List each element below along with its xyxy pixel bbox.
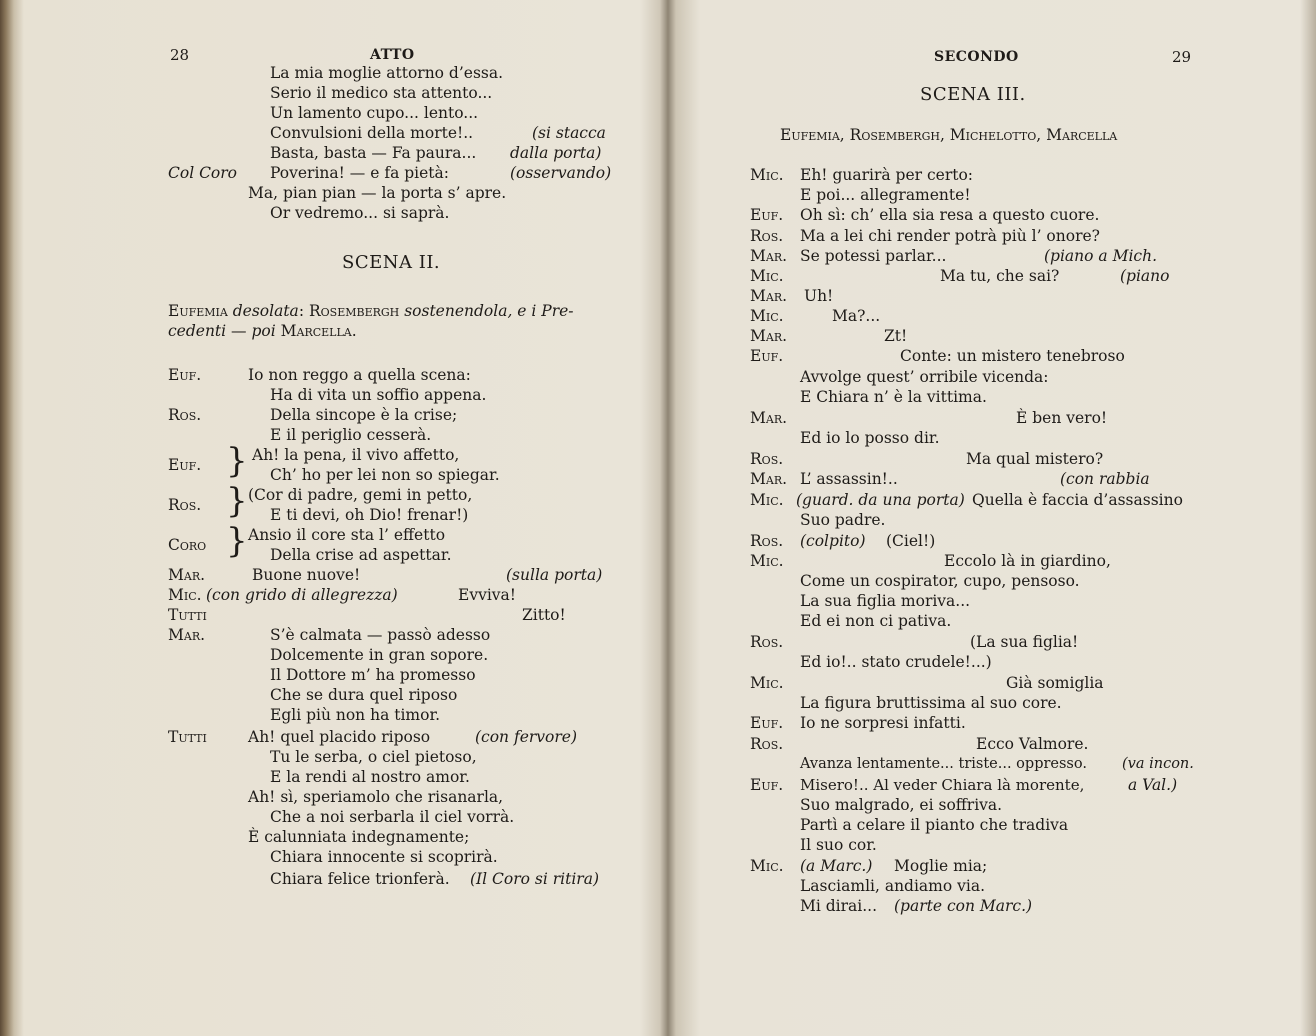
scene-title: SCENA III. xyxy=(920,84,1026,105)
stage-direction: (Il Coro si ritira) xyxy=(470,870,600,888)
speaker-label: Mar. xyxy=(750,409,788,427)
verse-line: Della sincope è la crise; xyxy=(270,406,458,424)
stage-direction: (con rabbia xyxy=(1060,470,1150,488)
verse-line: Lasciamli, andiamo via. xyxy=(800,877,986,895)
speaker-label: Ros. xyxy=(168,496,202,514)
stage-direction: (a Marc.) xyxy=(800,857,873,875)
verse-line: Ah! quel placido riposo xyxy=(248,728,431,746)
cast-list-continued: cedenti — poi Marcella. xyxy=(168,322,357,340)
verse-line: Che a noi serbarla il ciel vorrà. xyxy=(270,808,515,826)
verse-line: Io ne sorpresi infatti. xyxy=(800,714,966,732)
verse-line: L’ assassin!.. xyxy=(800,470,898,488)
verse-line: Uh! xyxy=(804,287,834,305)
stage-direction: (piano xyxy=(1120,267,1170,285)
speaker-label: Euf. xyxy=(168,366,202,384)
stage-direction: (colpito) xyxy=(800,532,866,550)
stage-direction: (parte con Marc.) xyxy=(894,897,1033,915)
speaker-label: Ros. xyxy=(750,227,784,245)
verse-line: Ch’ ho per lei non so spiegar. xyxy=(270,466,500,484)
verse-line: E ti devi, oh Dio! frenar!) xyxy=(270,506,469,524)
verse-line: È calunniata indegnamente; xyxy=(248,828,470,846)
verse-line: (La sua figlia! xyxy=(970,633,1079,651)
stage-direction: (osservando) xyxy=(510,164,612,182)
speaker-label: Mar. xyxy=(168,626,206,644)
stage-direction: (con grido di allegrezza) xyxy=(206,586,398,604)
brace-glyph: } xyxy=(226,441,248,481)
speaker-label: Euf. xyxy=(168,456,202,474)
verse-line: Ah! la pena, il vivo affetto, xyxy=(252,446,460,464)
speaker-label: Col Coro xyxy=(168,164,238,182)
verse-line: Il Dottore m’ ha promesso xyxy=(270,666,476,684)
stage-direction: (piano a Mich. xyxy=(1044,247,1157,265)
verse-line: Or vedremo... si saprà. xyxy=(270,204,450,222)
verse-line: Avanza lentamente... triste... oppresso. xyxy=(800,756,1087,772)
speaker-label: Mic. xyxy=(750,307,784,325)
verse-line: Che se dura quel riposo xyxy=(270,686,458,704)
speaker-label: Mic. xyxy=(750,166,784,184)
verse-line: Un lamento cupo... lento... xyxy=(270,104,479,122)
verse-line: Serio il medico sta attento... xyxy=(270,84,493,102)
verse-line: Come un cospirator, cupo, pensoso. xyxy=(800,572,1080,590)
verse-line: Eh! guarirà per certo: xyxy=(800,166,974,184)
verse-line: S’è calmata — passò adesso xyxy=(270,626,491,644)
verse-line: La sua figlia moriva... xyxy=(800,592,971,610)
verse-line: Egli più non ha timor. xyxy=(270,706,441,724)
stage-direction: (sulla porta) xyxy=(506,566,603,584)
verse-line: È ben vero! xyxy=(1016,409,1108,427)
scene-title: SCENA II. xyxy=(342,252,441,273)
verse-line: Ed io lo posso dir. xyxy=(800,429,940,447)
page-number: 28 xyxy=(170,46,190,64)
verse-line: Ma a lei chi render potrà più l’ onore? xyxy=(800,227,1100,245)
verse-line: Ma qual mistero? xyxy=(966,450,1104,468)
verse-line: (Ciel!) xyxy=(886,532,936,550)
verse-line: Ma?... xyxy=(832,307,881,325)
verse-line: E la rendi al nostro amor. xyxy=(270,768,470,786)
speaker-label: Tutti xyxy=(168,606,207,624)
verse-line: Zt! xyxy=(884,327,908,345)
verse-line: Poverina! — e fa pietà: xyxy=(270,164,449,182)
stage-direction: (con fervore) xyxy=(475,728,578,746)
verse-line: E poi... allegramente! xyxy=(800,186,971,204)
speaker-label: Mic. xyxy=(750,552,784,570)
verse-line: Già somiglia xyxy=(1006,674,1104,692)
verse-line: Buone nuove! xyxy=(252,566,361,584)
verse-line: Il suo cor. xyxy=(800,836,877,854)
verse-line: Conte: un mistero tenebroso xyxy=(900,347,1125,365)
verse-line: Tu le serba, o ciel pietoso, xyxy=(270,748,477,766)
cast-list: Eufemia, Rosembergh, Michelotto, Marcella xyxy=(780,126,1118,144)
running-header: SECONDO xyxy=(934,49,1019,65)
speaker-label: Ros. xyxy=(750,735,784,753)
stage-direction: (va incon. xyxy=(1122,756,1194,772)
verse-line: Suo malgrado, ei soffriva. xyxy=(800,796,1003,814)
speaker-label: Mar. xyxy=(750,470,788,488)
speaker-label: Coro xyxy=(168,536,207,554)
speaker-label: Mic. xyxy=(750,491,784,509)
stage-direction: dalla porta) xyxy=(510,144,602,162)
speaker-label: Euf. xyxy=(750,776,784,794)
verse-line: Eccolo là in giardino, xyxy=(944,552,1111,570)
verse-line: E il periglio cesserà. xyxy=(270,426,432,444)
verse-line: Misero!.. Al veder Chiara là morente, xyxy=(800,776,1085,794)
left-page xyxy=(20,0,660,1036)
verse-line: Quella è faccia d’assassino xyxy=(972,491,1183,509)
verse-line: Basta, basta — Fa paura... xyxy=(270,144,477,162)
verse-line: Ah! sì, speriamolo che risanarla, xyxy=(248,788,504,806)
stage-direction: (guard. da una porta) xyxy=(796,491,965,509)
speaker-label: Euf. xyxy=(750,347,784,365)
verse-line: Della crise ad aspettar. xyxy=(270,546,452,564)
verse-line: E Chiara n’ è la vittima. xyxy=(800,388,987,406)
verse-line: Ed io!.. stato crudele!...) xyxy=(800,653,992,671)
speaker-label: Tutti xyxy=(168,728,207,746)
page-number: 29 xyxy=(1172,48,1192,66)
brace-glyph: } xyxy=(226,481,248,521)
verse-line: Evviva! xyxy=(458,586,517,604)
verse-line: (Cor di padre, gemi in petto, xyxy=(248,486,473,504)
brace-glyph: } xyxy=(226,521,248,561)
verse-line: Mi dirai... xyxy=(800,897,878,915)
verse-line: Zitto! xyxy=(522,606,566,624)
verse-line: Convulsioni della morte!.. xyxy=(270,124,474,142)
speaker-label: Mic. xyxy=(750,857,784,875)
verse-line: Dolcemente in gran sopore. xyxy=(270,646,489,664)
stage-direction: (si stacca xyxy=(532,124,606,142)
right-page xyxy=(676,0,1301,1036)
speaker-label: Ros. xyxy=(750,532,784,550)
speaker-label: Mar. xyxy=(168,566,206,584)
speaker-label: Euf. xyxy=(750,714,784,732)
verse-line: Se potessi parlar... xyxy=(800,247,947,265)
verse-line: Ha di vita un soffio appena. xyxy=(270,386,487,404)
verse-line: Partì a celare il pianto che tradiva xyxy=(800,816,1069,834)
verse-line: Avvolge quest’ orribile vicenda: xyxy=(800,368,1049,386)
verse-line: La mia moglie attorno d’essa. xyxy=(270,64,504,82)
stage-direction: a Val.) xyxy=(1128,776,1178,794)
verse-line: Suo padre. xyxy=(800,511,886,529)
speaker-label: Ros. xyxy=(168,406,202,424)
verse-line: La figura bruttissima al suo core. xyxy=(800,694,1062,712)
cast-list: Eufemia desolata: Rosembergh sostenendola, e i Pre- xyxy=(168,302,574,320)
speaker-label: Mic. xyxy=(750,674,784,692)
verse-line: Moglie mia; xyxy=(894,857,988,875)
speaker-label: Ros. xyxy=(750,633,784,651)
verse-line: Ma, pian pian — la porta s’ apre. xyxy=(248,184,507,202)
verse-line: Ecco Valmore. xyxy=(976,735,1089,753)
speaker-label: Mic. xyxy=(168,586,202,604)
running-header: ATTO xyxy=(370,47,415,63)
verse-line: Ansio il core sta l’ effetto xyxy=(248,526,446,544)
verse-line: Oh sì: ch’ ella sia resa a questo cuore. xyxy=(800,206,1100,224)
verse-line: Io non reggo a quella scena: xyxy=(248,366,471,384)
verse-line: Chiara innocente si scoprirà. xyxy=(270,848,498,866)
verse-line: Chiara felice trionferà. xyxy=(270,870,450,888)
speaker-label: Mar. xyxy=(750,287,788,305)
speaker-label: Ros. xyxy=(750,450,784,468)
speaker-label: Mar. xyxy=(750,247,788,265)
verse-line: Ed ei non ci pativa. xyxy=(800,612,952,630)
speaker-label: Mar. xyxy=(750,327,788,345)
speaker-label: Mic. xyxy=(750,267,784,285)
speaker-label: Euf. xyxy=(750,206,784,224)
verse-line: Ma tu, che sai? xyxy=(940,267,1060,285)
